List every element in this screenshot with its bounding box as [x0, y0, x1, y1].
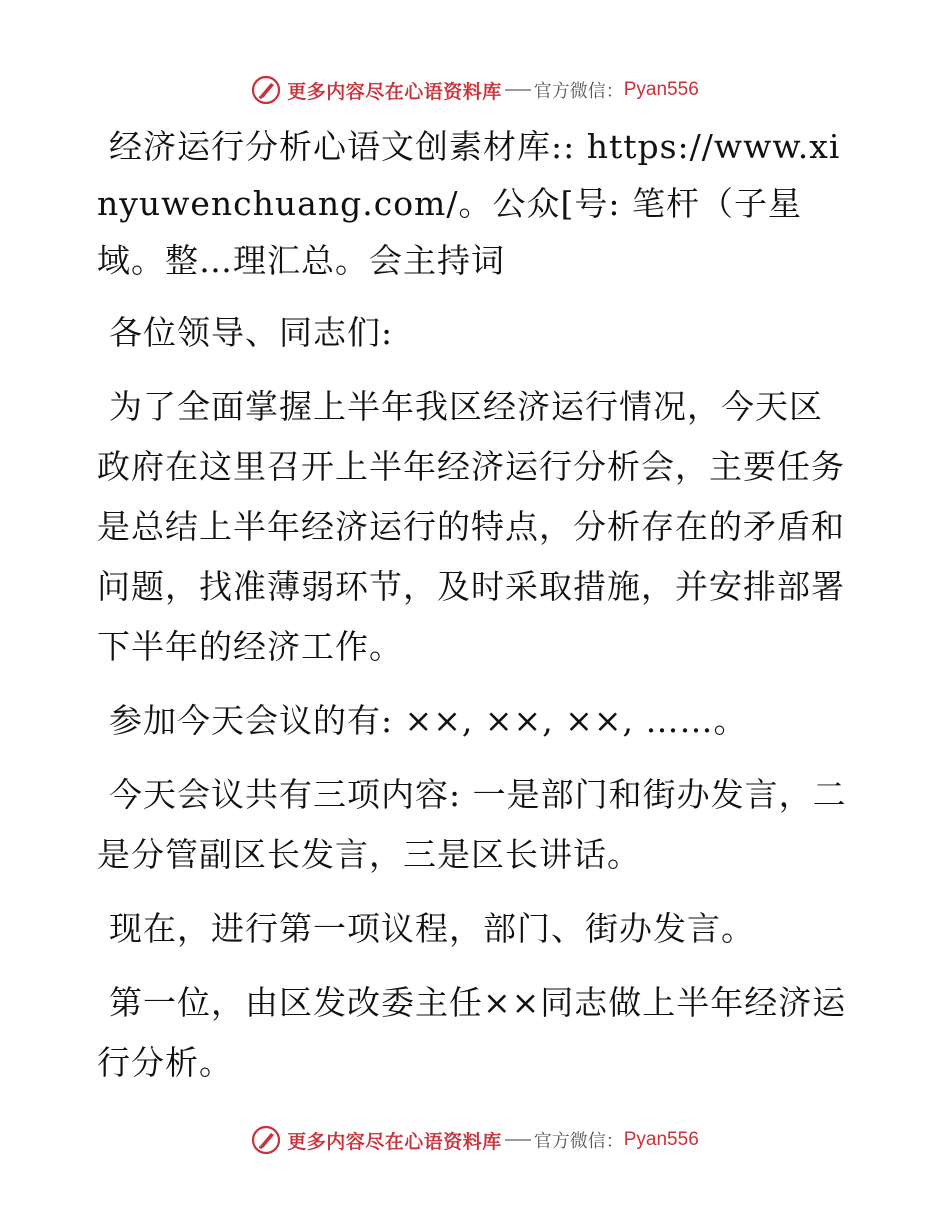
paragraph-attendees: 参加今天会议的有: ××, ××, ××, ……。 — [109, 701, 748, 740]
banner-contact-label: 官方微信： — [533, 1131, 624, 1152]
document-body — [97, 118, 852, 1107]
banner-contact-label: 官方微信： — [533, 81, 624, 102]
quill-pen-logo-icon — [251, 1125, 281, 1155]
quill-pen-logo-icon — [251, 75, 281, 105]
banner-brand-text: 更多内容尽在心语资料库 — [287, 80, 502, 103]
paragraph-1: 经济运行分析心语文创素材库:: https://www.xinyuwenchuang.com/。公众[号: 笔杆（子星域。整…理汇总。会主持词 — [97, 127, 841, 280]
paragraph-first-speaker: 第一位，由区发改委主任××同志做上半年经济运行分析。 — [97, 983, 847, 1082]
paragraph-greeting: 各位领导、同志们: — [109, 313, 394, 352]
banner-contact-id: Pyan556 — [623, 1129, 699, 1150]
banner-divider — [505, 89, 531, 91]
banner-divider — [505, 1139, 531, 1141]
banner-brand-text: 更多内容尽在心语资料库 — [287, 1130, 502, 1153]
paragraph-purpose: 为了全面掌握上半年我区经济运行情况，今天区政府在这里召开上半年经济运行分析会，主要任务是总结上半年经济运行的特点，分析存在的矛盾和问题，找准薄弱环节，及时采取措施，并安排部署下半年的经济工作。 — [97, 387, 845, 666]
footer-banner — [0, 1120, 950, 1160]
paragraph-agenda: 今天会议共有三项内容: 一是部门和街办发言，二是分管副区长发言，三是区长讲话。 — [97, 775, 847, 874]
header-banner — [0, 70, 950, 110]
banner-contact-id: Pyan556 — [623, 79, 699, 100]
paragraph-first-item: 现在，进行第一项议程，部门、街办发言。 — [109, 909, 755, 948]
